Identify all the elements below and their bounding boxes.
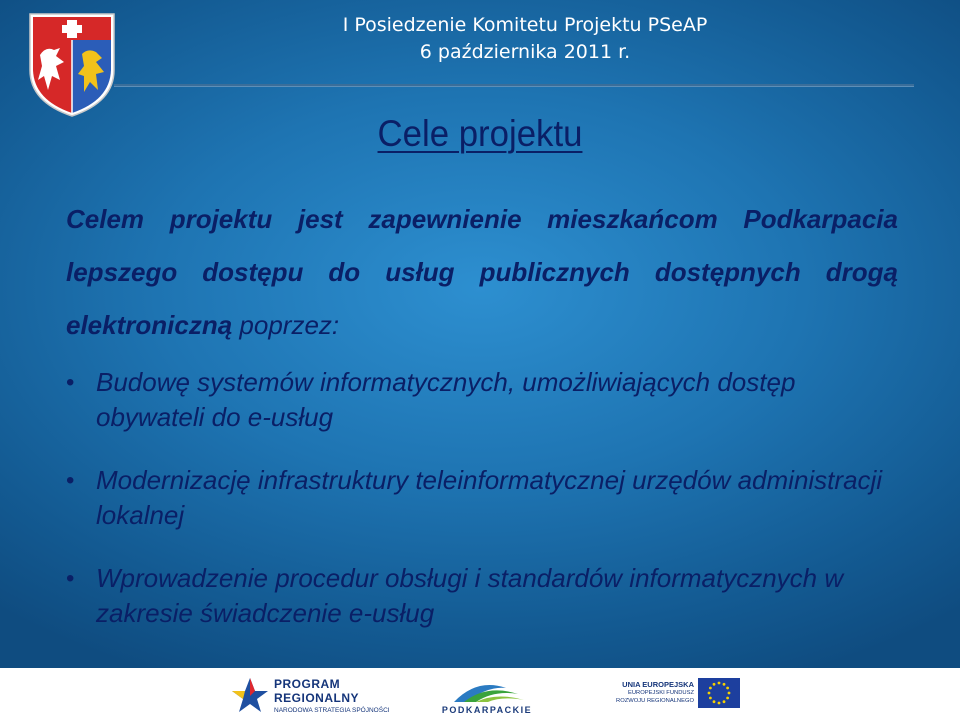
program-line1: PROGRAM — [274, 677, 341, 691]
header-divider — [114, 84, 914, 87]
header-date: 6 października 2011 r. — [419, 41, 631, 63]
slide-title: Cele projektu — [377, 113, 583, 154]
intro-tail: poprzez: — [239, 310, 340, 340]
intro-lead: Celem projektu jest zapewnienie mieszkańcom Podkarpacia lepszego dostępu do usług publicznych dostępnych drogą elektroniczną — [66, 204, 898, 340]
program-star-icon — [230, 674, 270, 718]
podkarpackie-hills-icon — [432, 672, 542, 706]
eu-flag-icon — [698, 678, 740, 708]
podkarpackie-label: PODKARPACKIE — [441, 705, 533, 715]
list-item: • Wprowadzenie procedur obsługi i standardów informatycznych w zakresie świadczenie e-usług — [66, 561, 906, 631]
program-line2: REGIONALNY — [274, 691, 360, 705]
program-regionalny-logo — [230, 674, 390, 718]
eu-logo — [604, 676, 744, 716]
podkarpackie-logo — [432, 672, 542, 718]
list-item: • Modernizację infrastruktury teleinformatycznej urzędów administracji lokalnej — [66, 463, 906, 533]
eu-line3: ROZWOJU REGIONALNEGO — [616, 698, 694, 704]
eu-line2: EUROPEJSKI FUNDUSZ — [627, 690, 694, 696]
intro-paragraph — [66, 193, 898, 352]
eu-line1: UNIA EUROPEJSKA — [622, 680, 694, 689]
header — [300, 12, 750, 66]
podkarpackie-crest-icon — [26, 10, 118, 120]
footer-logos — [0, 668, 960, 720]
list-item: • Budowę systemów informatycznych, umożliwiających dostęp obywateli do e-usług — [66, 365, 906, 435]
program-line3: NARODOWA STRATEGIA SPÓJNOŚCI — [274, 707, 390, 714]
header-meeting-title: I Posiedzenie Komitetu Projektu PSeAP — [342, 14, 708, 36]
goals-list — [66, 365, 906, 659]
